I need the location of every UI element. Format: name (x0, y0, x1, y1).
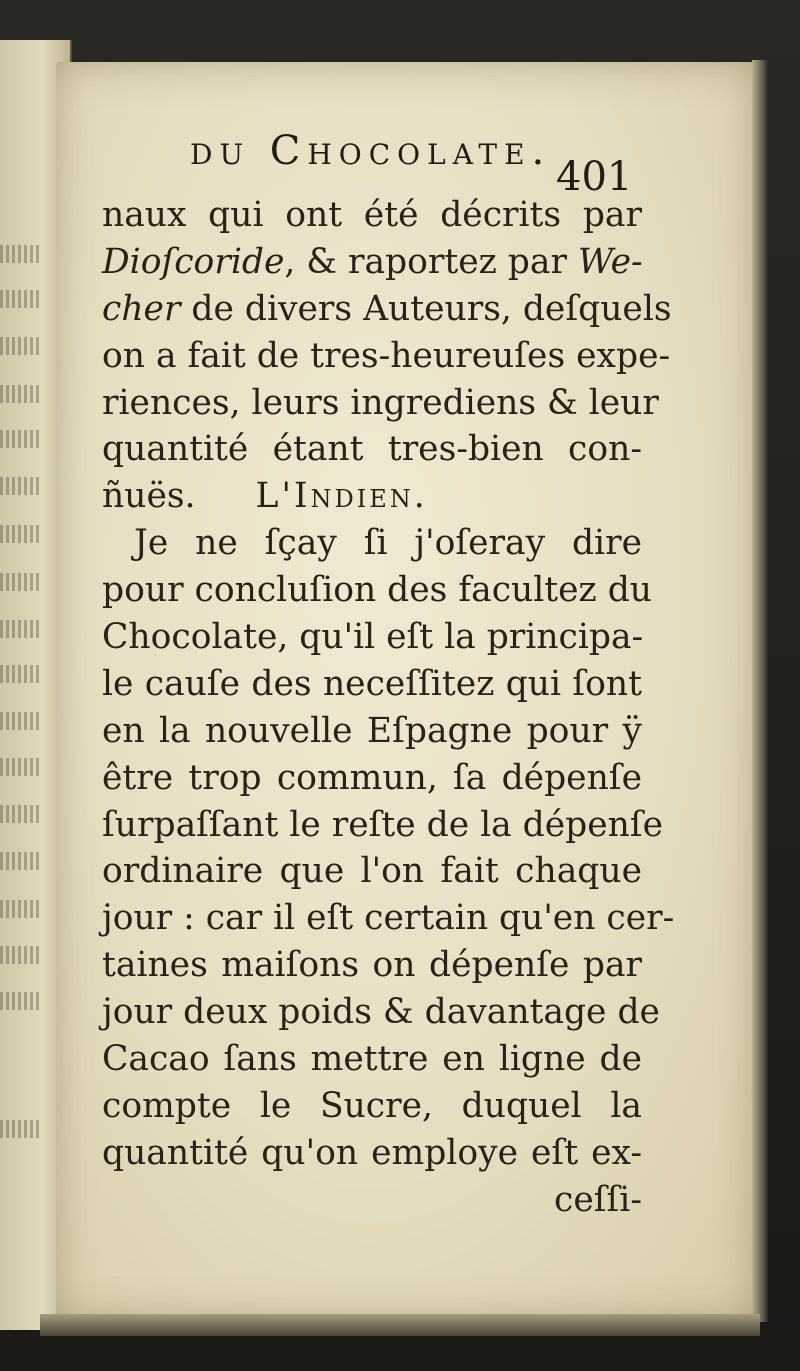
text-line: en la nouvelle Eſpagne pour ÿ (102, 710, 642, 751)
text-line: ordinaire que l'on fait chaque (102, 851, 642, 892)
text-line: quantité étant tres-bien con- (102, 429, 642, 470)
text-line: pour concluſion des facultez du (102, 570, 652, 611)
speaker-heading: L'Indien. (255, 476, 428, 517)
page-edge-bottom (40, 1314, 760, 1336)
text-line: Je ne ſçay ſi j'oſeray dire (134, 523, 642, 564)
body-text (102, 192, 675, 1224)
text-line: naux qui ont été décrits par (102, 195, 642, 235)
text-line: jour : car il eſt certain qu'en cer- (102, 898, 675, 939)
text-line: compte le Sucre, duquel la (102, 1085, 642, 1126)
text-line: on a fait de tres-heureuſes expe- (102, 335, 671, 376)
text-line: être trop commun, ſa dépenſe (102, 757, 642, 798)
text-line: taines maiſons on dépenſe par (102, 945, 642, 986)
text-line: ñuës. L'Indien. (102, 476, 428, 517)
text-line: Dioſcoride, & raportez par We- (102, 241, 643, 282)
text-line: jour deux poids & davantage de (102, 992, 660, 1033)
page-number: 401 (556, 154, 633, 200)
running-head: du Chocolate. (190, 128, 552, 174)
text-line: Chocolate, qu'il eſt la principa- (102, 617, 644, 658)
text-line: riences, leurs ingrediens & leur (102, 382, 659, 423)
text-line: cher de divers Auteurs, deſquels (102, 288, 672, 329)
text-line: ſurpaſſant le reſte de la dépenſe (102, 804, 664, 845)
text-line: le cauſe des neceſſitez qui ſont (102, 663, 642, 704)
text-line: quantité qu'on employe eſt ex- (102, 1132, 642, 1173)
text-line: Cacao ſans mettre en ligne de (102, 1039, 642, 1080)
page-edge-right (752, 60, 768, 1322)
catchword: ceſſi- (554, 1179, 642, 1220)
